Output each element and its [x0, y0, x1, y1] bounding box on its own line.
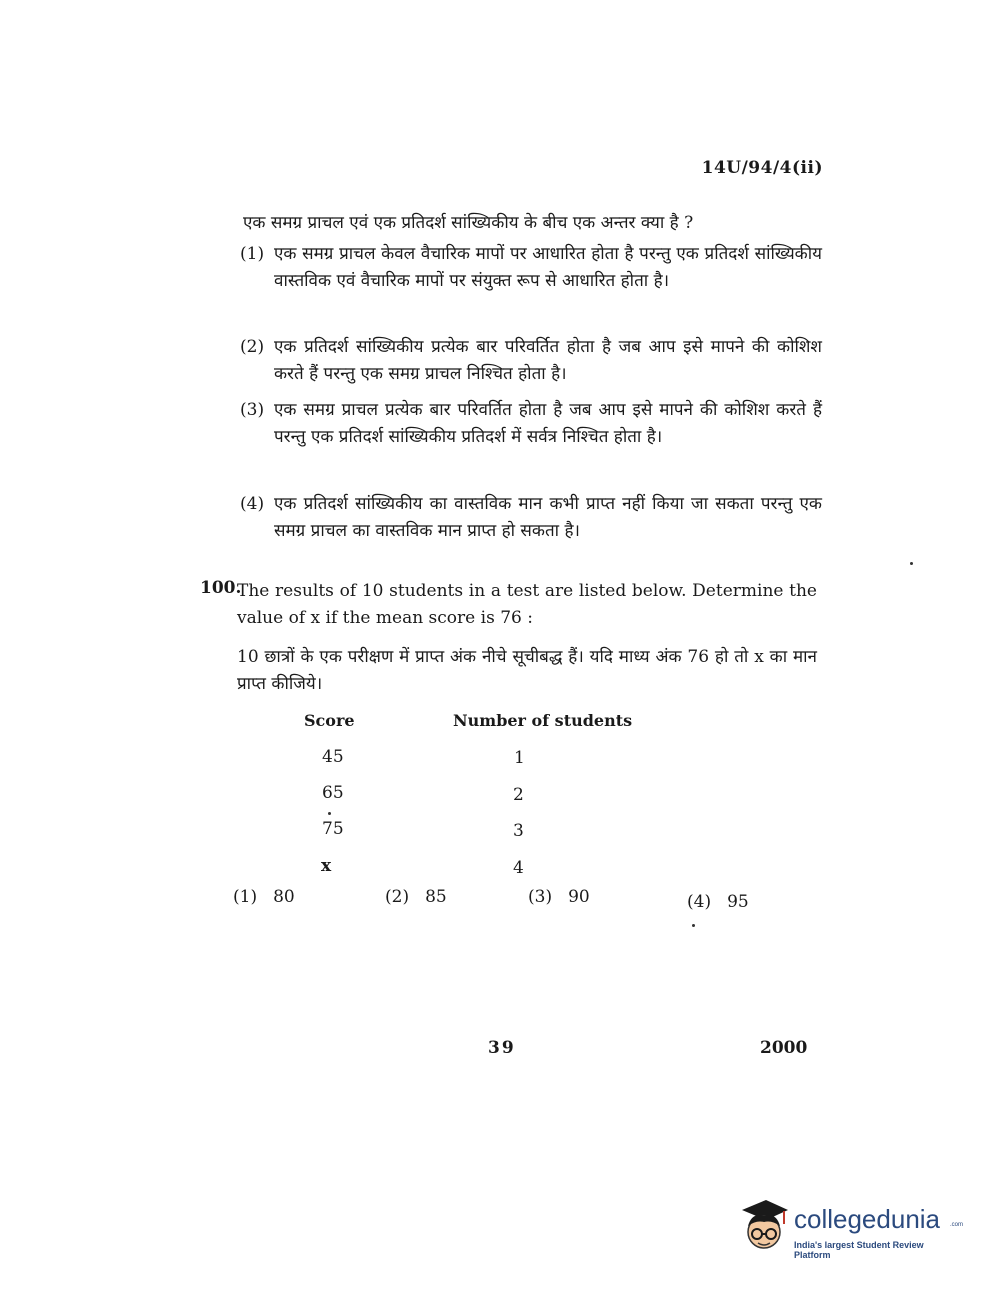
- scan-speck: [910, 562, 913, 565]
- mascot-icon: [736, 1198, 792, 1262]
- option-number: (3): [240, 400, 265, 420]
- question-99-option-2: [240, 334, 822, 388]
- answer-option-1: [233, 887, 295, 907]
- table-cell-score: 45: [322, 747, 344, 767]
- answer-number: (4): [687, 892, 712, 912]
- logo-domain: .com: [950, 1222, 964, 1228]
- question-100-english: The results of 10 students in a test are listed below. Determine the value of x if the mean score is 76 :: [237, 581, 817, 628]
- table-cell-count: 3: [513, 821, 524, 841]
- question-99-option-3: [240, 397, 822, 451]
- scan-speck: [692, 924, 695, 927]
- answer-value: 80: [273, 887, 295, 907]
- answer-option-3: [528, 887, 590, 907]
- footer-code: 2000: [760, 1038, 808, 1058]
- table-cell-score: x: [321, 856, 332, 876]
- answer-value: 90: [568, 887, 590, 907]
- scan-speck: [328, 812, 331, 815]
- answer-number: (1): [233, 887, 258, 907]
- table-cell-score: 65: [322, 783, 344, 803]
- option-number: (2): [240, 337, 265, 357]
- answer-value: 95: [727, 892, 749, 912]
- paper-code: 14U/94/4(ii): [701, 158, 823, 178]
- option-text: एक प्रतिदर्श सांख्यिकीय का वास्तविक मान कभी प्राप्त नहीं किया जा सकता परन्तु एक समग्र प्राचल का वास्तविक मान प्राप्त हो सकता है।: [274, 494, 822, 541]
- table-cell-score: 75: [322, 819, 344, 839]
- page-number: 39: [488, 1038, 516, 1058]
- answer-option-4: [687, 892, 749, 912]
- option-number: (1): [240, 244, 265, 264]
- table-cell-count: 1: [514, 748, 525, 768]
- option-text: एक समग्र प्राचल केवल वैचारिक मापों पर आधारित होता है परन्तु एक प्रतिदर्श सांख्यिकीय वास्तविक एवं वैचारिक मापों पर संयुक्त रूप से आधारित होता है।: [274, 244, 822, 291]
- logo-wordmark: collegedunia: [794, 1204, 941, 1234]
- question-99-option-1: [240, 241, 822, 295]
- question-99-stem: एक समग्र प्राचल एवं एक प्रतिदर्श सांख्यिकीय के बीच एक अन्तर क्या है ?: [243, 213, 694, 233]
- table-header-students: Number of students: [453, 711, 633, 730]
- answer-value: 85: [425, 887, 447, 907]
- answer-option-2: [385, 887, 447, 907]
- table-header-score: Score: [304, 711, 355, 730]
- question-99-option-4: [240, 491, 822, 545]
- question-100-hindi: 10 छात्रों के एक परीक्षण में प्राप्त अंक नीचे सूचीबद्ध हैं। यदि माध्य अंक 76 हो तो x का मान प्राप्त कीजिये।: [237, 647, 817, 694]
- answer-number: (2): [385, 887, 410, 907]
- option-text: एक समग्र प्राचल प्रत्येक बार परिवर्तित होता है जब आप इसे मापने की कोशिश करते हैं परन्तु एक प्रतिदर्श सांख्यिकीय प्रतिदर्श में सर्वत्र निश्चित होता है।: [274, 400, 822, 447]
- logo-tagline: India's largest Student Review Platform: [794, 1240, 924, 1260]
- answer-number: (3): [528, 887, 553, 907]
- collegedunia-logo[interactable]: [736, 1198, 964, 1262]
- table-cell-count: 2: [513, 785, 524, 805]
- table-cell-count: 4: [513, 858, 524, 878]
- question-100-number: 100.: [200, 578, 242, 598]
- option-number: (4): [240, 494, 265, 514]
- option-text: एक प्रतिदर्श सांख्यिकीय प्रत्येक बार परिवर्तित होता है जब आप इसे मापने की कोशिश करते हैं परन्तु एक समग्र प्राचल निश्चित होता है।: [274, 337, 822, 384]
